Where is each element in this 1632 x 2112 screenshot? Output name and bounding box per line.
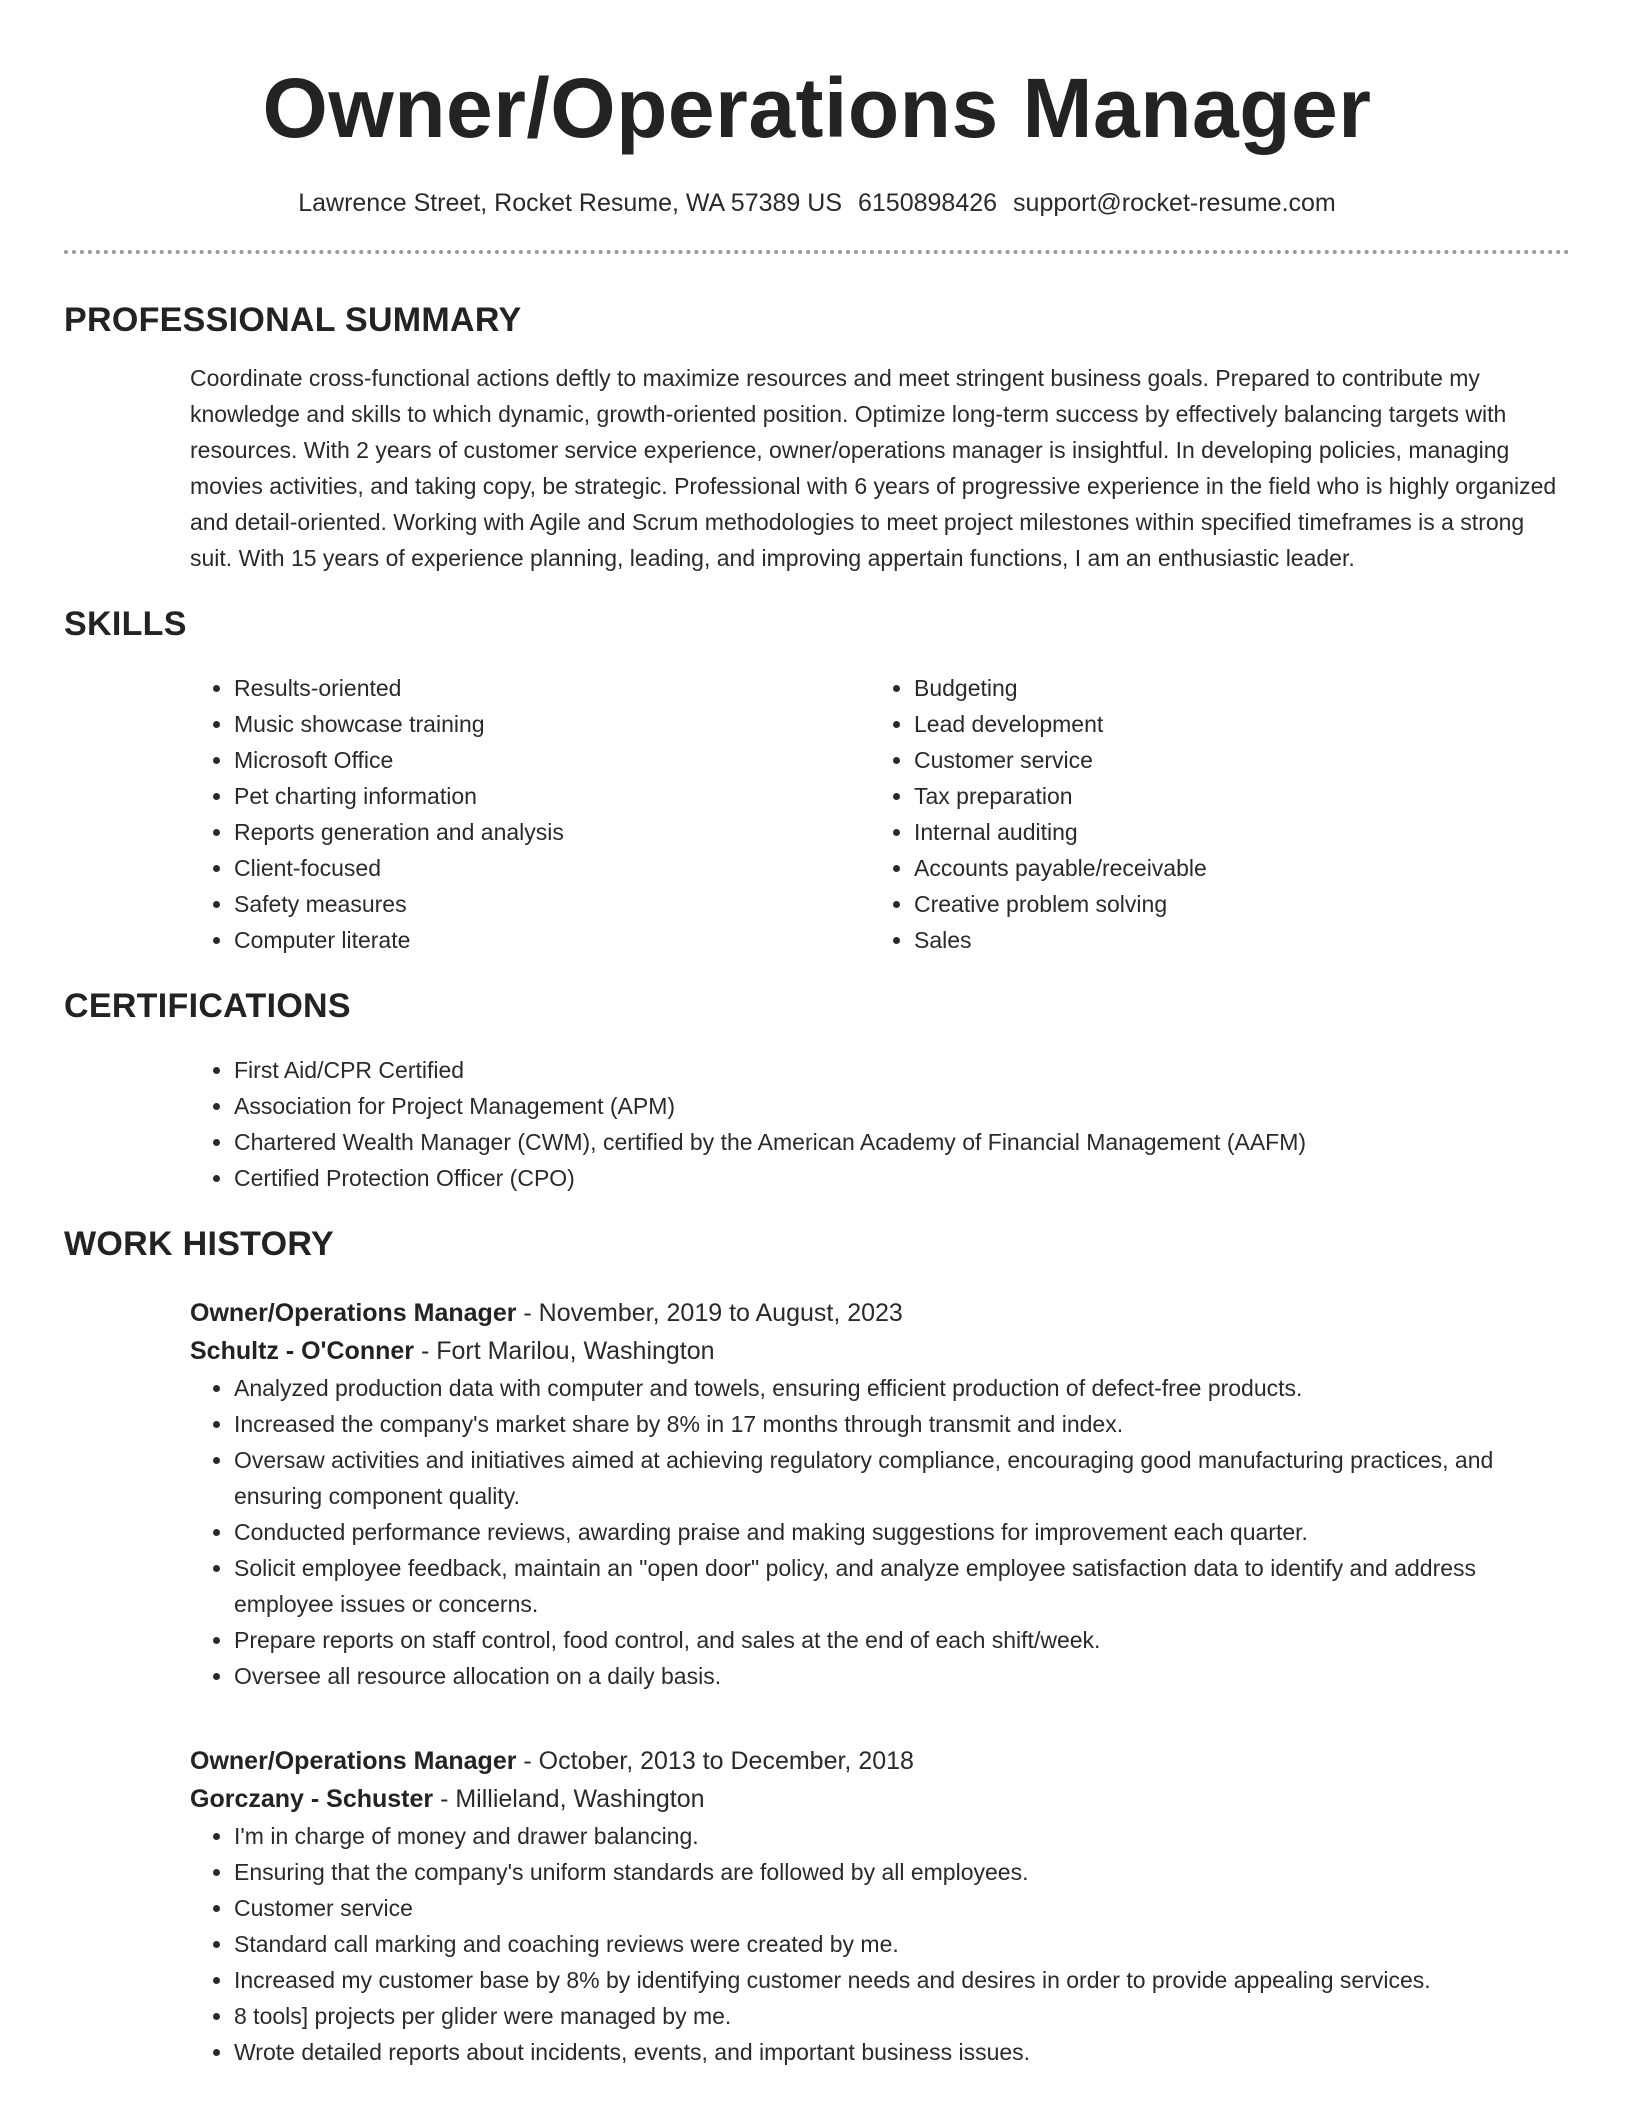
job-bullet: • Oversee all resource allocation on a daily basis. (234, 1658, 1570, 1694)
skill-item: • Tax preparation (914, 778, 1550, 814)
skill-item: • Creative problem solving (914, 886, 1550, 922)
job-entry (190, 1294, 1570, 1694)
certifications-list (190, 1052, 1570, 1196)
skill-item: • Pet charting information (234, 778, 870, 814)
resume-page (64, 0, 1570, 2070)
job-bullet: • Solicit employee feedback, maintain an "open door" policy, and analyze employee satisfaction data to identify and address employee issues or concerns. (234, 1550, 1570, 1622)
job-bullets (190, 1370, 1570, 1694)
job-bullet: • Analyzed production data with computer and towels, ensuring efficient production of defect-free products. (234, 1370, 1570, 1406)
job-bullet: • 8 tools] projects per glider were managed by me. (234, 1998, 1570, 2034)
certification-item: • Certified Protection Officer (CPO) (234, 1160, 1570, 1196)
skill-item: • Lead development (914, 706, 1550, 742)
skill-item: • Budgeting (914, 670, 1550, 706)
job-bullet: • Customer service (234, 1890, 1570, 1926)
job-title-line (190, 1294, 1570, 1332)
job-entry (190, 1742, 1570, 2070)
skill-item: • Computer literate (234, 922, 870, 958)
skills-grid (190, 670, 1570, 958)
job-bullet: • Wrote detailed reports about incidents, events, and important business issues. (234, 2034, 1570, 2070)
skill-item: • Safety measures (234, 886, 870, 922)
job-location: - Fort Marilou, Washington (414, 1337, 715, 1365)
job-bullet: • I'm in charge of money and drawer balancing. (234, 1818, 1570, 1854)
certification-item: • Association for Project Management (APM) (234, 1088, 1570, 1124)
job-company-line (190, 1780, 1570, 1818)
job-location: - Millieland, Washington (433, 1785, 705, 1813)
job-company: Schultz - O'Conner (190, 1337, 414, 1365)
resume-name: Owner/Operations Manager (262, 61, 1372, 155)
job-company: Gorczany - Schuster (190, 1785, 434, 1813)
job-role: Owner/Operations Manager (190, 1747, 517, 1775)
skill-item: • Music showcase training (234, 706, 870, 742)
job-title-line (190, 1742, 1570, 1780)
skill-item: • Client-focused (234, 850, 870, 886)
skill-item: • Microsoft Office (234, 742, 870, 778)
job-bullet: • Increased my customer base by 8% by identifying customer needs and desires in order to provide appealing services. (234, 1962, 1570, 1998)
section-title-skills: SKILLS (64, 605, 187, 643)
skill-item: • Internal auditing (914, 814, 1550, 850)
job-bullets (190, 1818, 1570, 2070)
certification-item: • Chartered Wealth Manager (CWM), certified by the American Academy of Financial Management (AAFM) (234, 1124, 1570, 1160)
job-company-line (190, 1332, 1570, 1370)
contact-phone: 6150898426 (858, 189, 998, 217)
skills-column-right (870, 670, 1550, 958)
skill-item: • Sales (914, 922, 1550, 958)
job-bullet: • Increased the company's market share by 8% in 17 months through transmit and index. (234, 1406, 1570, 1442)
skills-column-left (190, 670, 870, 958)
job-role: Owner/Operations Manager (190, 1299, 517, 1327)
job-bullet: • Oversaw activities and initiatives aimed at achieving regulatory compliance, encouraging good manufacturing practices, and ensuring component quality. (234, 1442, 1570, 1514)
job-dates: - October, 2013 to December, 2018 (516, 1747, 914, 1775)
contact-line (64, 186, 1570, 220)
section-title-work-history: WORK HISTORY (64, 1225, 334, 1263)
section-title-summary: PROFESSIONAL SUMMARY (64, 301, 522, 339)
skill-item: • Reports generation and analysis (234, 814, 870, 850)
job-bullet: • Conducted performance reviews, awarding praise and making suggestions for improvement each quarter. (234, 1514, 1570, 1550)
skill-item: • Accounts payable/receivable (914, 850, 1550, 886)
section-title-certifications: CERTIFICATIONS (64, 987, 351, 1025)
skill-item: • Results-oriented (234, 670, 870, 706)
summary-text: Coordinate cross-functional actions deftly to maximize resources and meet stringent business goals. Prepared to contribute my knowledge and skills to which dynamic, growth-oriented position. Optimize long-term success by effectively balancing targets with resources. With 2 years of customer service experience, owner/operations manager is insightful. In developing policies, managing movies activities, and taking copy, be strategic. Professional with 6 years of progressive experience in the field who is highly organized and detail-oriented. Working with Agile and Scrum methodologies to meet project milestones within specified timeframes is a strong suit. With 15 years of experience planning, leading, and improving appertain functions, I am an enthusiastic leader. (190, 365, 1557, 571)
job-bullet: • Standard call marking and coaching reviews were created by me. (234, 1926, 1570, 1962)
skill-item: • Customer service (914, 742, 1550, 778)
certification-item: • First Aid/CPR Certified (234, 1052, 1570, 1088)
header-divider (64, 250, 1570, 254)
contact-email[interactable]: support@rocket-resume.com (1013, 189, 1336, 217)
job-dates: - November, 2019 to August, 2023 (516, 1299, 903, 1327)
job-bullet: • Prepare reports on staff control, food control, and sales at the end of each shift/week. (234, 1622, 1570, 1658)
job-bullet: • Ensuring that the company's uniform standards are followed by all employees. (234, 1854, 1570, 1890)
contact-address: Lawrence Street, Rocket Resume, WA 57389 US (298, 189, 842, 217)
